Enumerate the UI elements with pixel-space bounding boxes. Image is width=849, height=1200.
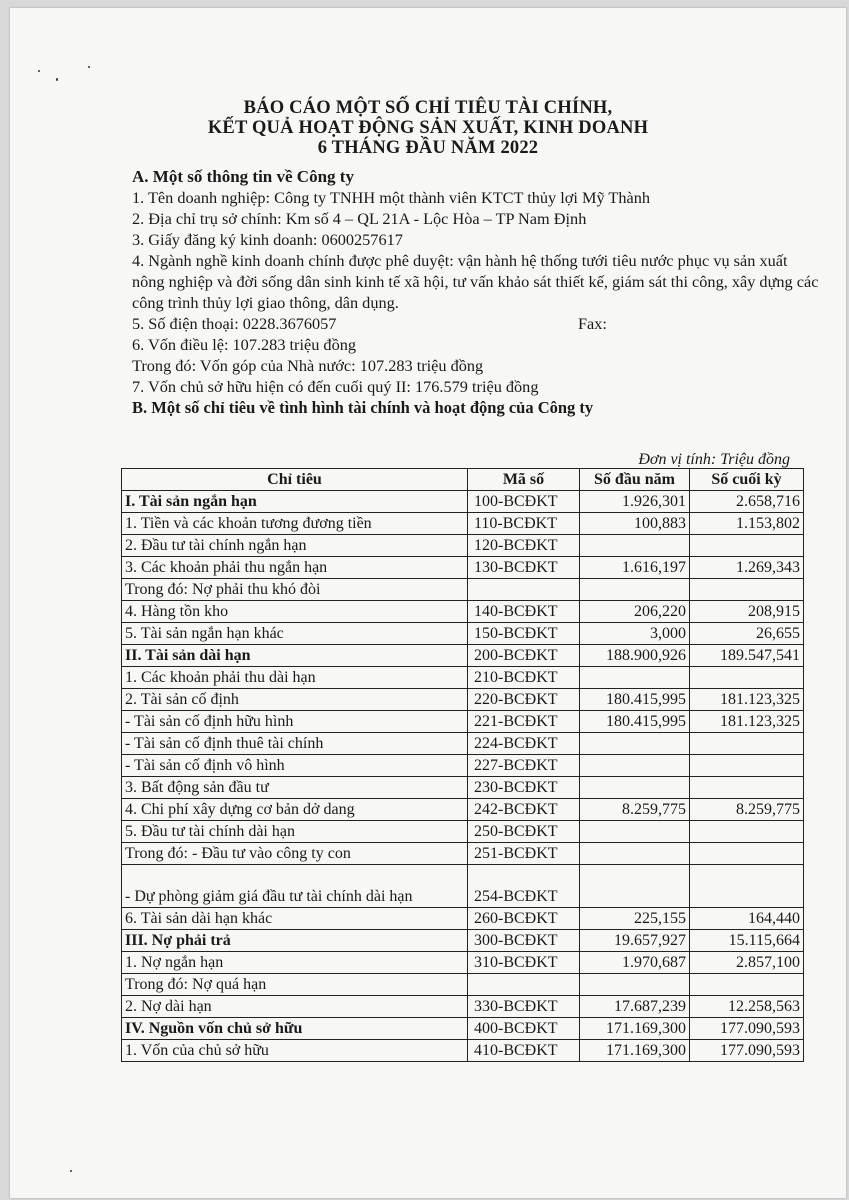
row-code-cell: 250-BCĐKT bbox=[468, 821, 580, 843]
row-end-value-cell: 164,440 bbox=[690, 908, 804, 930]
row-indicator-cell: - Tài sản cố định thuê tài chính bbox=[122, 733, 468, 755]
row-end-value-cell bbox=[690, 733, 804, 755]
info-address: 2. Địa chỉ trụ sở chính: Km số 4 – QL 21A - Lộc Hòa – TP Nam Định bbox=[132, 209, 587, 228]
section-b-heading: B. Một số chỉ tiêu về tình hình tài chính và hoạt động của Công ty bbox=[132, 398, 594, 417]
table-row bbox=[122, 865, 804, 908]
row-indicator-cell: IV. Nguồn vốn chủ sở hữu bbox=[122, 1018, 468, 1040]
row-end-value-cell bbox=[690, 821, 804, 843]
row-code-cell: 242-BCĐKT bbox=[468, 799, 580, 821]
row-end-value-cell bbox=[690, 974, 804, 996]
row-start-value-cell: 100,883 bbox=[580, 513, 690, 535]
table-row bbox=[122, 755, 804, 777]
table-row bbox=[122, 996, 804, 1018]
row-end-value-cell: 208,915 bbox=[690, 601, 804, 623]
info-phone-row bbox=[132, 313, 822, 334]
row-indicator-cell: 2. Nợ dài hạn bbox=[122, 996, 468, 1018]
row-end-value-cell: 189.547,541 bbox=[690, 645, 804, 667]
row-indicator-cell: 1. Vốn của chủ sở hữu bbox=[122, 1040, 468, 1062]
row-end-value-cell: 177.090,593 bbox=[690, 1018, 804, 1040]
row-end-value-cell bbox=[690, 535, 804, 557]
row-start-value-cell bbox=[580, 535, 690, 557]
row-indicator-cell: II. Tài sản dài hạn bbox=[122, 645, 468, 667]
row-start-value-cell bbox=[580, 821, 690, 843]
row-start-value-cell: 180.415,995 bbox=[580, 711, 690, 733]
table-row bbox=[122, 535, 804, 557]
table-row bbox=[122, 733, 804, 755]
row-start-value-cell: 1.970,687 bbox=[580, 952, 690, 974]
row-indicator-cell: I. Tài sản ngắn hạn bbox=[122, 491, 468, 513]
row-code-cell: 140-BCĐKT bbox=[468, 601, 580, 623]
row-start-value-cell: 19.657,927 bbox=[580, 930, 690, 952]
table-row bbox=[122, 1018, 804, 1040]
row-end-value-cell bbox=[690, 667, 804, 689]
row-end-value-cell: 15.115,664 bbox=[690, 930, 804, 952]
row-code-cell: 227-BCĐKT bbox=[468, 755, 580, 777]
table-header-row bbox=[122, 469, 804, 491]
table-row bbox=[122, 952, 804, 974]
row-indicator-cell: 2. Đầu tư tài chính ngắn hạn bbox=[122, 535, 468, 557]
title-line-2: KẾT QUẢ HOẠT ĐỘNG SẢN XUẤT, KINH DOANH bbox=[207, 118, 649, 138]
table-row bbox=[122, 974, 804, 996]
info-state-capital: Trong đó: Vốn góp của Nhà nước: 107.283 triệu đồng bbox=[132, 356, 484, 375]
row-code-cell: 251-BCĐKT bbox=[468, 843, 580, 865]
row-start-value-cell bbox=[580, 755, 690, 777]
row-code-cell: 130-BCĐKT bbox=[468, 557, 580, 579]
row-indicator-cell: Trong đó: - Đầu tư vào công ty con bbox=[122, 843, 468, 865]
info-business-lines: 4. Ngành nghề kinh doanh chính được phê duyệt: vận hành hệ thống tưới tiêu nước phục vụ sản xuất nông nghiệp và đời sống dân sinh kinh tế xã hội, tư vấn khảo sát thiết kế, giám sát thi công, xây dựng các công trình thủy lợi giao thông, dân dụng. bbox=[132, 251, 819, 312]
row-end-value-cell: 181.123,325 bbox=[690, 689, 804, 711]
row-indicator-cell: - Tài sản cố định vô hình bbox=[122, 755, 468, 777]
financial-table bbox=[121, 468, 804, 1062]
row-start-value-cell bbox=[580, 733, 690, 755]
table-row bbox=[122, 711, 804, 733]
table-row bbox=[122, 645, 804, 667]
row-indicator-cell: 3. Các khoản phải thu ngắn hạn bbox=[122, 557, 468, 579]
row-indicator-cell: 5. Tài sản ngắn hạn khác bbox=[122, 623, 468, 645]
row-end-value-cell: 12.258,563 bbox=[690, 996, 804, 1018]
table-row bbox=[122, 623, 804, 645]
row-end-value-cell bbox=[690, 755, 804, 777]
row-code-cell: 150-BCĐKT bbox=[468, 623, 580, 645]
table-row bbox=[122, 908, 804, 930]
header-indicator: Chỉ tiêu bbox=[122, 469, 468, 491]
scan-speck bbox=[88, 66, 90, 68]
table-row bbox=[122, 491, 804, 513]
info-owner-equity: 7. Vốn chủ sở hữu hiện có đến cuối quý II: 176.579 triệu đồng bbox=[132, 377, 539, 396]
row-start-value-cell bbox=[580, 865, 690, 908]
row-start-value-cell: 17.687,239 bbox=[580, 996, 690, 1018]
row-end-value-cell: 181.123,325 bbox=[690, 711, 804, 733]
row-end-value-cell: 8.259,775 bbox=[690, 799, 804, 821]
info-phone: 5. Số điện thoại: 0228.3676057 bbox=[132, 314, 337, 333]
row-code-cell: 310-BCĐKT bbox=[468, 952, 580, 974]
row-end-value-cell: 177.090,593 bbox=[690, 1040, 804, 1062]
row-start-value-cell bbox=[580, 667, 690, 689]
title-line-3: 6 THÁNG ĐẦU NĂM 2022 bbox=[317, 138, 539, 158]
table-row bbox=[122, 821, 804, 843]
table-row bbox=[122, 689, 804, 711]
row-end-value-cell: 1.153,802 bbox=[690, 513, 804, 535]
row-indicator-cell: 1. Tiền và các khoản tương đương tiền bbox=[122, 513, 468, 535]
document-page bbox=[10, 8, 846, 1198]
row-end-value-cell: 1.269,343 bbox=[690, 557, 804, 579]
section-a-heading: A. Một số thông tin về Công ty bbox=[132, 167, 354, 186]
row-code-cell: 110-BCĐKT bbox=[468, 513, 580, 535]
row-start-value-cell: 8.259,775 bbox=[580, 799, 690, 821]
table-row bbox=[122, 843, 804, 865]
row-code-cell: 260-BCĐKT bbox=[468, 908, 580, 930]
info-fax: Fax: bbox=[578, 314, 607, 333]
row-code-cell: 254-BCĐKT bbox=[468, 865, 580, 908]
table-row bbox=[122, 1040, 804, 1062]
row-start-value-cell: 1.926,301 bbox=[580, 491, 690, 513]
table-row bbox=[122, 799, 804, 821]
row-indicator-cell: III. Nợ phải trả bbox=[122, 930, 468, 952]
row-start-value-cell: 206,220 bbox=[580, 601, 690, 623]
row-end-value-cell bbox=[690, 777, 804, 799]
row-code-cell: 230-BCĐKT bbox=[468, 777, 580, 799]
row-code-cell: 300-BCĐKT bbox=[468, 930, 580, 952]
row-indicator-cell: 5. Đầu tư tài chính dài hạn bbox=[122, 821, 468, 843]
row-indicator-cell: 3. Bất động sản đầu tư bbox=[122, 777, 468, 799]
row-indicator-cell: 2. Tài sản cố định bbox=[122, 689, 468, 711]
row-start-value-cell: 188.900,926 bbox=[580, 645, 690, 667]
row-code-cell: 200-BCĐKT bbox=[468, 645, 580, 667]
row-start-value-cell: 171.169,300 bbox=[580, 1018, 690, 1040]
row-indicator-cell: 4. Chi phí xây dựng cơ bản dở dang bbox=[122, 799, 468, 821]
table-row bbox=[122, 930, 804, 952]
table-row bbox=[122, 601, 804, 623]
table-row bbox=[122, 777, 804, 799]
row-end-value-cell bbox=[690, 843, 804, 865]
table-row bbox=[122, 513, 804, 535]
info-charter-capital: 6. Vốn điều lệ: 107.283 triệu đồng bbox=[132, 335, 356, 354]
table-row bbox=[122, 557, 804, 579]
row-end-value-cell: 2.658,716 bbox=[690, 491, 804, 513]
row-indicator-cell: Trong đó: Nợ quá hạn bbox=[122, 974, 468, 996]
row-indicator-cell: Trong đó: Nợ phải thu khó đòi bbox=[122, 579, 468, 601]
row-end-value-cell: 26,655 bbox=[690, 623, 804, 645]
unit-note: Đơn vị tính: Triệu đồng bbox=[638, 451, 790, 468]
row-code-cell: 410-BCĐKT bbox=[468, 1040, 580, 1062]
row-indicator-cell: 6. Tài sản dài hạn khác bbox=[122, 908, 468, 930]
row-code-cell bbox=[468, 974, 580, 996]
row-start-value-cell: 225,155 bbox=[580, 908, 690, 930]
scan-speck bbox=[70, 1170, 72, 1172]
row-end-value-cell bbox=[690, 865, 804, 908]
row-code-cell: 100-BCĐKT bbox=[468, 491, 580, 513]
table-row bbox=[122, 667, 804, 689]
row-indicator-cell: 1. Nợ ngắn hạn bbox=[122, 952, 468, 974]
row-indicator-cell: - Dự phòng giảm giá đầu tư tài chính dài hạn bbox=[122, 865, 468, 908]
header-end-of-period: Số cuối kỳ bbox=[690, 469, 804, 491]
row-code-cell: 400-BCĐKT bbox=[468, 1018, 580, 1040]
row-code-cell bbox=[468, 579, 580, 601]
row-code-cell: 120-BCĐKT bbox=[468, 535, 580, 557]
row-end-value-cell: 2.857,100 bbox=[690, 952, 804, 974]
row-code-cell: 221-BCĐKT bbox=[468, 711, 580, 733]
row-code-cell: 220-BCĐKT bbox=[468, 689, 580, 711]
row-start-value-cell bbox=[580, 579, 690, 601]
row-indicator-cell: 4. Hàng tồn kho bbox=[122, 601, 468, 623]
header-start-of-year: Số đầu năm bbox=[580, 469, 690, 491]
info-business-license: 3. Giấy đăng ký kinh doanh: 0600257617 bbox=[132, 230, 403, 249]
row-start-value-cell: 3,000 bbox=[580, 623, 690, 645]
title-line-1: BÁO CÁO MỘT SỐ CHỈ TIÊU TÀI CHÍNH, bbox=[243, 98, 613, 118]
row-start-value-cell: 171.169,300 bbox=[580, 1040, 690, 1062]
row-start-value-cell bbox=[580, 843, 690, 865]
scan-speck bbox=[38, 70, 40, 72]
header-code: Mã số bbox=[468, 469, 580, 491]
info-company-name: 1. Tên doanh nghiệp: Công ty TNHH một thành viên KTCT thủy lợi Mỹ Thành bbox=[132, 188, 650, 207]
report-title bbox=[10, 98, 846, 158]
row-start-value-cell bbox=[580, 777, 690, 799]
row-end-value-cell bbox=[690, 579, 804, 601]
table-row bbox=[122, 579, 804, 601]
row-code-cell: 330-BCĐKT bbox=[468, 996, 580, 1018]
row-code-cell: 210-BCĐKT bbox=[468, 667, 580, 689]
row-indicator-cell: 1. Các khoản phải thu dài hạn bbox=[122, 667, 468, 689]
row-start-value-cell bbox=[580, 974, 690, 996]
company-info bbox=[132, 166, 822, 418]
row-indicator-cell: - Tài sản cố định hữu hình bbox=[122, 711, 468, 733]
row-start-value-cell: 180.415,995 bbox=[580, 689, 690, 711]
scan-speck bbox=[56, 78, 58, 81]
row-code-cell: 224-BCĐKT bbox=[468, 733, 580, 755]
row-start-value-cell: 1.616,197 bbox=[580, 557, 690, 579]
